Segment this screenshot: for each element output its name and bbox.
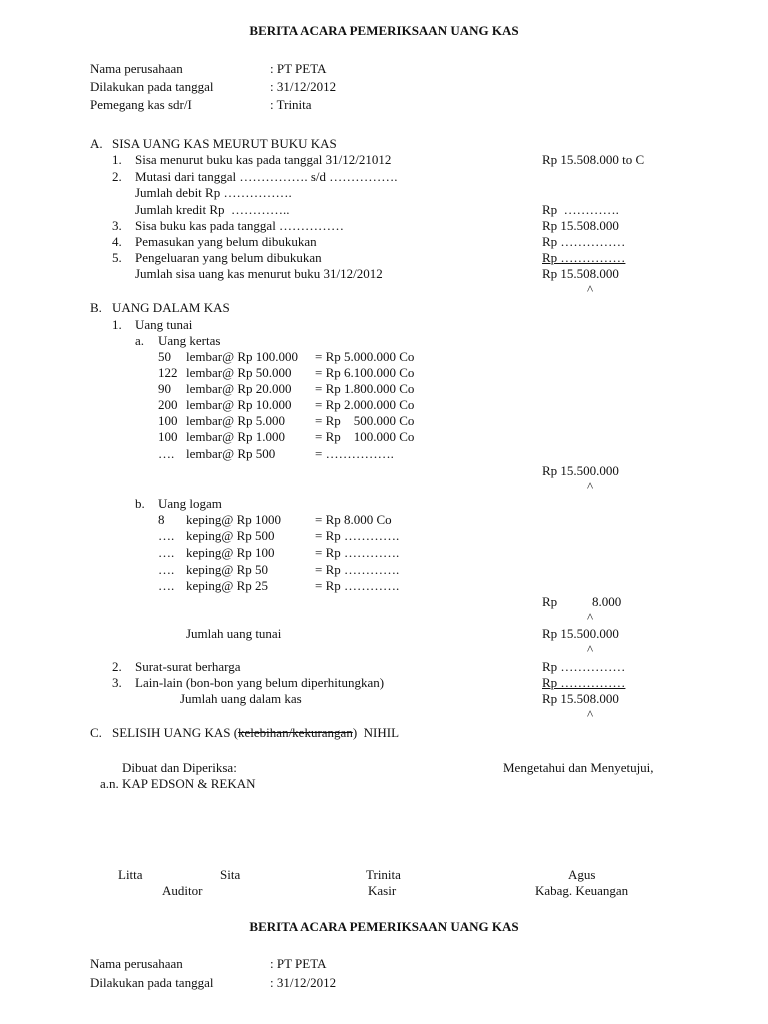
kertas-desc: lembar@ Rp 5.000 xyxy=(186,413,285,428)
logam-desc: keping@ Rp 500 xyxy=(186,528,275,543)
logam-total-value: 8.000 xyxy=(592,594,622,609)
kertas-eq: = Rp 6.100.000 Co xyxy=(315,365,415,380)
section-a-title: SISA UANG KAS MEURUT BUKU KAS xyxy=(112,136,337,151)
logam-eq: = Rp …………. xyxy=(315,562,400,577)
jumlah-kas-label: Jumlah uang dalam kas xyxy=(180,691,302,706)
kertas-num: a. xyxy=(135,333,145,348)
signer-role: Auditor xyxy=(162,883,203,898)
kertas-desc: lembar@ Rp 50.000 xyxy=(186,365,292,380)
kertas-desc: lembar@ Rp 10.000 xyxy=(186,397,292,412)
jumlah-tunai-label: Jumlah uang tunai xyxy=(186,626,282,641)
logam-qty: …. xyxy=(158,528,175,543)
kertas-qty: …. xyxy=(158,446,175,461)
kertas-desc: lembar@ Rp 500 xyxy=(186,446,276,461)
b-other-label: Surat-surat berharga xyxy=(135,659,241,674)
kertas-label: Uang kertas xyxy=(158,333,221,348)
jumlah-kas-amount: Rp 15.508.000 xyxy=(542,691,619,706)
b-other-amount: Rp …………… xyxy=(542,659,626,674)
section-c-struck: kelebihan/kekurangan xyxy=(238,725,353,740)
jumlah-tunai-amount: Rp 15.500.000 xyxy=(542,626,619,641)
a-row-label: Jumlah debit Rp ……………. xyxy=(135,185,292,200)
a-row-label: Mutasi dari tanggal ……………. s/d ……………. xyxy=(135,169,398,184)
kertas-qty: 122 xyxy=(158,365,178,380)
a-row-amount: Rp …………… xyxy=(542,234,626,249)
logam-qty: 8 xyxy=(158,512,165,527)
section-c-line xyxy=(112,725,399,741)
a-row-label: Sisa buku kas pada tanggal …………… xyxy=(135,218,345,233)
logam-desc: keping@ Rp 25 xyxy=(186,578,269,593)
signer-name: Litta xyxy=(118,867,143,882)
signer-name: Trinita xyxy=(366,867,401,882)
b-other-num: 3. xyxy=(112,675,122,690)
logam-label: Uang logam xyxy=(158,496,222,511)
a-row-label: Pemasukan yang belum dibukukan xyxy=(135,234,317,249)
logam-eq: = Rp 8.000 Co xyxy=(315,512,392,527)
section-c-letter: C. xyxy=(90,725,102,740)
section-c-prefix: SELISIH UANG KAS ( xyxy=(112,725,239,740)
left-signature-title: Dibuat dan Diperiksa: xyxy=(122,760,237,775)
kertas-qty: 50 xyxy=(158,349,171,364)
date-value: : 31/12/2012 xyxy=(270,975,337,990)
kertas-eq: = Rp 1.800.000 Co xyxy=(315,381,415,396)
cashier-value: : Trinita xyxy=(270,97,312,112)
a-row-label: Pengeluaran yang belum dibukukan xyxy=(135,250,322,265)
a-row-num: 5. xyxy=(112,250,122,265)
kertas-qty: 90 xyxy=(158,381,171,396)
tick-mark: ^ xyxy=(587,642,594,657)
a-row-num: 3. xyxy=(112,218,122,233)
logam-desc: keping@ Rp 1000 xyxy=(186,512,282,527)
tick-mark: ^ xyxy=(587,479,594,494)
logam-desc: keping@ Rp 50 xyxy=(186,562,269,577)
company-value: : PT PETA xyxy=(270,956,327,971)
logam-eq: = Rp …………. xyxy=(315,545,400,560)
right-signature-title: Mengetahui dan Menyetujui, xyxy=(503,760,654,775)
kertas-qty: 100 xyxy=(158,429,178,444)
company-label: Nama perusahaan xyxy=(90,956,183,971)
kertas-eq: = ……………. xyxy=(315,446,394,461)
logam-num: b. xyxy=(135,496,145,511)
a-row-amount: Rp …………. xyxy=(542,202,619,217)
tick-mark: ^ xyxy=(587,282,594,297)
a-row-num: 1. xyxy=(112,152,122,167)
logam-desc: keping@ Rp 100 xyxy=(186,545,275,560)
a-row-amount: Rp …………… xyxy=(542,250,626,265)
logam-eq: = Rp …………. xyxy=(315,578,400,593)
kertas-eq: = Rp 2.000.000 Co xyxy=(315,397,415,412)
kertas-eq: = Rp 100.000 Co xyxy=(315,429,415,444)
kertas-eq: = Rp 5.000.000 Co xyxy=(315,349,415,364)
signer-role: Kasir xyxy=(368,883,397,898)
kertas-eq: = Rp 500.000 Co xyxy=(315,413,415,428)
a-row-label: Sisa menurut buku kas pada tanggal 31/12/21012 xyxy=(135,152,392,167)
logam-qty: …. xyxy=(158,578,175,593)
section-b-title: UANG DALAM KAS xyxy=(112,300,230,315)
kertas-total: Rp 15.500.000 xyxy=(542,463,619,478)
a-row-num: 4. xyxy=(112,234,122,249)
kertas-desc: lembar@ Rp 20.000 xyxy=(186,381,292,396)
cashier-label: Pemegang kas sdr/I xyxy=(90,97,192,112)
kertas-desc: lembar@ Rp 100.000 xyxy=(186,349,298,364)
b-other-label: Lain-lain (bon-bon yang belum diperhitungkan) xyxy=(135,675,385,690)
document-title-repeat: BERITA ACARA PEMERIKSAAN UANG KAS xyxy=(249,919,519,934)
a-total-amount: Rp 15.508.000 xyxy=(542,266,619,281)
logam-total-prefix: Rp xyxy=(542,594,558,609)
a-row-num: 2. xyxy=(112,169,122,184)
a-row-amount: Rp 15.508.000 xyxy=(542,218,619,233)
section-c-suffix: ) NIHIL xyxy=(352,725,400,740)
company-label: Nama perusahaan xyxy=(90,61,183,76)
b1-label: Uang tunai xyxy=(135,317,193,332)
date-value: : 31/12/2012 xyxy=(270,79,337,94)
signer-role: Kabag. Keuangan xyxy=(535,883,629,898)
b-other-amount: Rp …………… xyxy=(542,675,626,690)
signer-name: Sita xyxy=(220,867,241,882)
logam-qty: …. xyxy=(158,545,175,560)
a-row-amount: Rp 15.508.000 to C xyxy=(542,152,645,167)
document-title: BERITA ACARA PEMERIKSAAN UANG KAS xyxy=(249,23,519,38)
kertas-qty: 100 xyxy=(158,413,178,428)
tick-mark: ^ xyxy=(587,707,594,722)
section-a-letter: A. xyxy=(90,136,103,151)
kertas-desc: lembar@ Rp 1.000 xyxy=(186,429,285,444)
logam-qty: …. xyxy=(158,562,175,577)
logam-eq: = Rp …………. xyxy=(315,528,400,543)
date-label: Dilakukan pada tanggal xyxy=(90,79,214,94)
date-label: Dilakukan pada tanggal xyxy=(90,975,214,990)
section-b-letter: B. xyxy=(90,300,102,315)
left-signature-org: a.n. KAP EDSON & REKAN xyxy=(100,776,256,791)
company-value: : PT PETA xyxy=(270,61,327,76)
kertas-qty: 200 xyxy=(158,397,178,412)
tick-mark: ^ xyxy=(587,610,594,625)
a-total-label: Jumlah sisa uang kas menurut buku 31/12/2012 xyxy=(135,266,383,281)
a-row-label: Jumlah kredit Rp ………….. xyxy=(135,202,290,217)
b1-num: 1. xyxy=(112,317,122,332)
b-other-num: 2. xyxy=(112,659,122,674)
signer-name: Agus xyxy=(568,867,596,882)
